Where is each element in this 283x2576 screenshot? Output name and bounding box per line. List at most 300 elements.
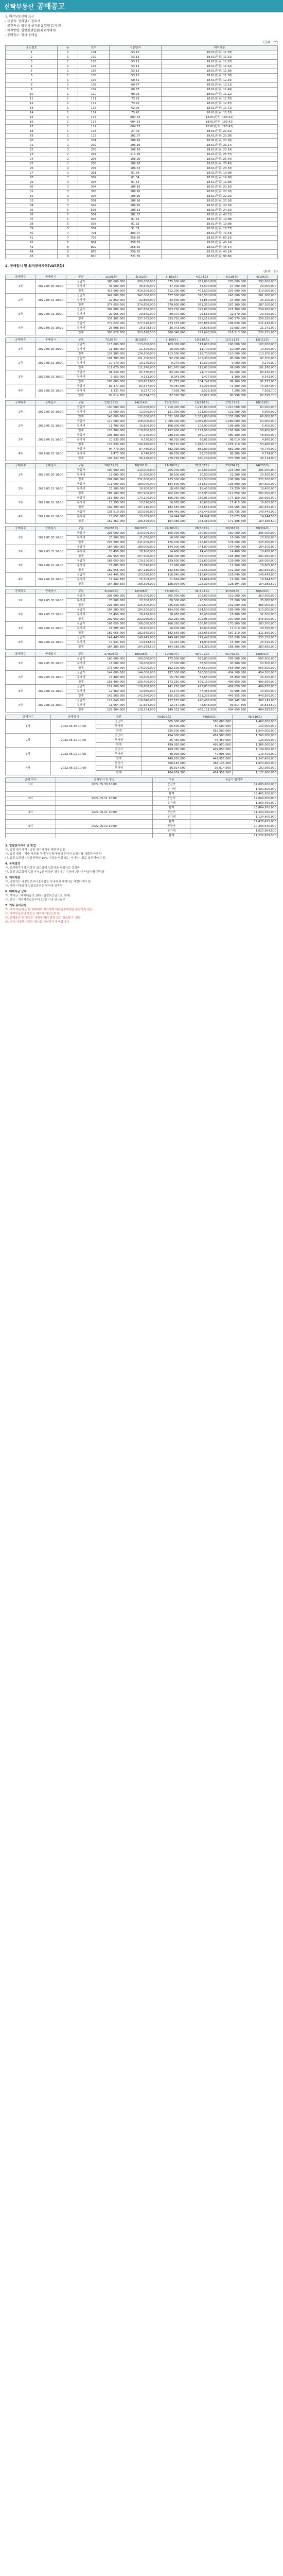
detail-heading: 5. 계약체결 [5, 876, 21, 879]
price-type-cell: 부가세 [66, 410, 96, 415]
price-cell: 8,748,000 [127, 452, 157, 456]
price-cell: 59,400,000 [247, 429, 278, 433]
price-cell: 113,300,000 [247, 352, 278, 357]
price-cell: 24,300,000 [217, 298, 247, 303]
summary-type: 합계 [153, 792, 190, 796]
land-cell: 106.16 [109, 190, 161, 194]
price-cell: 82,595,700 [156, 394, 187, 398]
round-cell: 2차 [6, 671, 36, 685]
land-cell: 18.61(단위: 16.77) [162, 227, 278, 231]
price-cell: 225,500,000 [156, 603, 187, 608]
land-cell: 18.61(단위: 24.33) [162, 166, 278, 171]
price-cell: 300,348,000 [156, 331, 187, 335]
date-cell: 2022.05.31 10:00 [36, 671, 66, 685]
price-cell: 100,683,000 [127, 380, 157, 384]
price-cell: 231,000,000 [127, 478, 157, 482]
price-cell: 380,000,000 [96, 280, 127, 284]
schedule-row [6, 496, 278, 501]
land-row [6, 152, 278, 157]
price-cell: 218,700,000 [217, 308, 247, 312]
price-cell: 184,500,000 [96, 608, 127, 613]
land-cell: 18.61(단위: 22.16) [162, 194, 278, 199]
land-cell: 37 [6, 217, 58, 222]
land-cell: 8 [58, 250, 78, 255]
price-type-cell: 합계 [66, 554, 96, 559]
price-type-cell: 합계 [96, 757, 142, 761]
price-type-cell: 공급가 [66, 671, 96, 675]
schedule-row [6, 748, 278, 752]
price-cell: 45,450,000 [247, 675, 278, 680]
unit-header: 5(105호) [217, 275, 247, 280]
unit-header: 4(104호) [187, 275, 217, 280]
price-type-cell: 부가세 [66, 675, 96, 680]
round-cell: 2차 [6, 482, 36, 496]
land-cell: 90.96 [109, 92, 161, 97]
price-type-cell: 공급가 [66, 343, 96, 347]
price-cell: 26,608,500 [127, 326, 157, 331]
type-header: 구분 [96, 715, 142, 720]
price-cell: 325,215,000 [187, 317, 217, 321]
land-cell: 5 [58, 227, 78, 231]
schedule-row [6, 685, 278, 689]
price-cell: 9,153,000 [127, 375, 157, 380]
price-type-cell: 공급가 [66, 280, 96, 284]
price-type-cell: 부가세 [66, 473, 96, 478]
price-cell: 6,000,000 [247, 410, 278, 415]
price-cell: 449,955,000 [142, 757, 187, 761]
price-cell: 5,400,000 [247, 424, 278, 429]
land-cell: 1 [58, 134, 78, 139]
round-cell: 4차 [6, 761, 51, 775]
price-cell: 12,000,000 [127, 410, 157, 415]
intro-notes [0, 12, 283, 40]
price-cell: 18,900,000 [127, 487, 157, 492]
price-cell: 173,250,000 [156, 680, 187, 685]
price-cell: 374,850,000 [96, 303, 127, 308]
land-cell: 3 [58, 180, 78, 185]
price-cell: 225,500,000 [96, 603, 127, 608]
price-type-cell: 부가세 [66, 703, 96, 708]
price-cell: 182,655,000 [156, 505, 187, 510]
date-cell: 2022.06.01 10:00 [51, 748, 96, 761]
summary-row [6, 783, 278, 787]
land-cell: 1 [58, 69, 78, 74]
price-cell: 157,500,000 [156, 671, 187, 675]
price-cell: 970,299,000 [217, 456, 247, 461]
price-cell: 365,000,000 [187, 280, 217, 284]
round-cell: 3차 [6, 748, 51, 761]
price-cell: 91,773,000 [247, 380, 278, 384]
schedule-row [6, 720, 278, 724]
land-row [6, 129, 278, 134]
land-cell: 306 [78, 194, 109, 199]
price-cell: 225,500,000 [96, 540, 127, 545]
land-cell: 13 [6, 106, 58, 111]
price-cell: 202,950,000 [96, 617, 127, 622]
land-cell: 8 [58, 241, 78, 245]
price-cell: 211,410,000 [247, 321, 278, 326]
summary-round [6, 834, 56, 838]
price-cell: 26,100,000 [247, 298, 278, 303]
land-row [6, 157, 278, 162]
price-cell: 261,000,000 [247, 294, 278, 298]
price-cell: 142,560,000 [96, 694, 127, 699]
land-cell: 801 [78, 241, 109, 245]
land-row [6, 190, 278, 194]
price-cell: 144,000,000 [127, 671, 157, 675]
price-cell: 1,197,900,000 [156, 429, 187, 433]
summary-type: 공급가 [153, 810, 190, 815]
price-cell: 18,450,000 [96, 613, 127, 617]
price-cell: 9,477,000 [187, 375, 217, 380]
round-cell: 3차 [6, 622, 36, 636]
price-cell: 91,530,000 [96, 370, 127, 375]
price-type-cell: 합계 [66, 352, 96, 357]
land-cell: 505 [78, 217, 109, 222]
summary-round [6, 806, 56, 810]
summary-date [56, 829, 152, 834]
schedule-row [6, 594, 278, 599]
price-cell: 104,247,000 [187, 380, 217, 384]
price-cell: 970,299,000 [187, 456, 217, 461]
unit-header: 36(504호) [247, 589, 278, 594]
price-cell: 404,959,500 [217, 708, 247, 713]
price-cell: 10,800,000 [127, 424, 157, 429]
price-cell: 53,460,000 [247, 443, 278, 447]
price-cell: 121,000,000 [187, 410, 217, 415]
unit-header: 23(204호) [217, 464, 247, 468]
land-cell: 106.20 [109, 162, 161, 166]
price-cell: 409,050,000 [142, 748, 187, 752]
round-cell: 3차 [6, 559, 36, 573]
price-type-cell: 공급가 [66, 468, 96, 473]
land-cell: 1 [58, 74, 78, 78]
land-cell: 604.53 [109, 125, 161, 129]
price-type-cell: 공급가 [66, 294, 96, 298]
land-cell: 18.61(단위: 11.53) [162, 64, 278, 69]
price-cell: 32,850,000 [96, 298, 127, 303]
price-cell: 182,655,000 [127, 631, 157, 636]
price-cell: 190,000,000 [96, 468, 127, 473]
price-cell: 14,944,500 [96, 578, 127, 582]
price-cell: 82,377,000 [96, 384, 127, 389]
date-cell: 2022.05.30 10:00 [36, 405, 66, 419]
price-cell: 128,700,000 [96, 429, 127, 433]
land-cell: 18.61(단위: 13.21) [162, 83, 278, 88]
summary-date: 2022.06.01 10:00 [56, 810, 152, 815]
price-cell: 209,000,000 [96, 478, 127, 482]
price-cell: 166,050,000 [187, 622, 217, 626]
price-cell: 170,100,000 [127, 559, 157, 564]
price-cell: 170,100,000 [217, 622, 247, 626]
price-cell: 409,050,000 [217, 685, 247, 689]
schedule-header-row [6, 338, 278, 343]
price-cell: 1,089,000,000 [156, 419, 187, 424]
price-cell: 149,445,000 [187, 510, 217, 515]
unit-header: 22(203호) [187, 464, 217, 468]
round-cell: 2차 [6, 734, 51, 748]
price-cell: 234,900,000 [247, 308, 278, 312]
price-cell: 1,210,000,000 [217, 405, 247, 410]
unit-header: 13(113호) [96, 401, 127, 405]
date-cell: 2022.06.02 10:00 [51, 761, 96, 775]
price-cell: 160,000,000 [156, 531, 187, 536]
summary-type: 합계 [153, 834, 190, 838]
round-header: 공매차수 [6, 652, 36, 657]
schedule-table [5, 526, 278, 587]
land-cell: 106.53 [109, 208, 161, 213]
price-cell: 404,959,500 [247, 708, 278, 713]
summary-round [6, 829, 56, 834]
price-cell: 75,087,000 [156, 384, 187, 389]
price-cell: 454,500,000 [142, 734, 187, 738]
price-cell: 375,000,000 [156, 280, 187, 284]
price-cell: 117,000,000 [96, 419, 127, 424]
land-cell: 258.65 [109, 250, 161, 255]
price-cell: 10,300,000 [247, 347, 278, 352]
price-cell: 184,500,000 [247, 482, 278, 487]
price-cell: 156,735,000 [217, 510, 247, 515]
price-cell: 98,010,000 [217, 438, 247, 443]
land-cell: 81.34 [109, 180, 161, 185]
unit-header: 43(802호) [142, 715, 187, 720]
price-cell: 18,450,000 [187, 487, 217, 492]
price-cell: 205,000,000 [187, 594, 217, 599]
price-cell: 505,000,000 [142, 720, 187, 724]
land-cell: 18 [6, 129, 58, 134]
price-cell: 118,800,000 [127, 429, 157, 433]
price-type-cell: 공급가 [66, 419, 96, 424]
price-cell: 20,500,000 [187, 599, 217, 603]
price-cell: 17,500,000 [156, 662, 187, 666]
price-cell: 90,614,700 [96, 394, 127, 398]
land-row [6, 139, 278, 143]
price-cell: 189,000,000 [127, 482, 157, 487]
price-cell: 149,445,000 [156, 636, 187, 640]
land-row [6, 111, 278, 115]
unit-header: 37(505호) [96, 652, 127, 657]
price-cell: 202,950,000 [247, 554, 278, 559]
price-cell: 14,175,000 [156, 689, 187, 694]
land-cell: 304 [78, 185, 109, 190]
land-cell: 302 [78, 176, 109, 180]
price-cell: 1,078,110,000 [187, 443, 217, 447]
land-header-cell: 동 [58, 46, 78, 50]
price-cell: 85,293,000 [187, 384, 217, 389]
price-cell: 91,773,000 [156, 380, 187, 384]
unit-header: 6(106호) [247, 275, 278, 280]
price-type-cell: 부가세 [66, 501, 96, 505]
summary-row [6, 796, 278, 801]
unit-header: 29(303호) [217, 527, 247, 531]
land-cell: 109 [78, 88, 109, 92]
land-cell: 18.61(단위: 11.12) [162, 92, 278, 97]
round-cell: 1차 [6, 720, 51, 734]
land-cell: 2 [58, 143, 78, 148]
round-cell: 2차 [6, 357, 36, 370]
price-type-cell: 부가세 [66, 438, 96, 443]
price-cell: 168,399,000 [127, 582, 157, 587]
price-cell: 21,000,000 [127, 473, 157, 478]
unit-header: 16(116호) [187, 401, 217, 405]
land-cell: 18.61(단위: 45.14) [162, 241, 278, 245]
unit-header: 27(301호) [156, 527, 187, 531]
price-cell: 32,850,000 [127, 298, 157, 303]
land-cell: 104 [78, 64, 109, 69]
price-cell: 184,500,000 [96, 545, 127, 550]
price-cell: 311,850,000 [247, 631, 278, 636]
price-cell: 149,445,000 [127, 636, 157, 640]
land-cell: 2 [58, 152, 78, 157]
round-cell: 1차 [6, 343, 36, 357]
date-cell: 2022.06.01 10:00 [36, 685, 66, 699]
detail-line: 나. 잔금 : 계약체결일로부터 30일 이내 일시납부 [5, 899, 65, 902]
price-cell: 196,830,000 [217, 321, 247, 326]
land-cell: 6 [6, 74, 58, 78]
price-cell: 82,595,700 [247, 394, 278, 398]
price-cell: 18,450,000 [187, 613, 217, 617]
price-cell: 153,090,000 [127, 573, 157, 578]
summary-round [6, 815, 56, 820]
price-cell: 202,950,000 [187, 492, 217, 496]
price-cell: 140,000,000 [232, 724, 277, 729]
price-cell: 141,750,000 [156, 685, 187, 689]
price-cell: 240,570,000 [217, 317, 247, 321]
land-cell: 181.37 [109, 213, 161, 217]
unit-header: 17(117호) [217, 401, 247, 405]
price-cell: 108,900,000 [217, 424, 247, 429]
price-cell: 16,605,000 [127, 626, 157, 631]
price-cell: 113,000,000 [127, 343, 157, 347]
land-row [6, 176, 278, 180]
unit-header: 42(801호) [247, 652, 278, 657]
land-cell: 258.65 [109, 245, 161, 250]
price-cell: 166,050,000 [156, 622, 187, 626]
round-cell: 4차 [6, 636, 36, 650]
price-cell: 4,860,000 [247, 438, 278, 443]
land-cell: 18.61(단위: 40.21) [162, 213, 278, 217]
price-cell: 52,650,000 [187, 675, 217, 680]
type-header: 구분 [66, 275, 96, 280]
land-cell: 1 [58, 50, 78, 55]
price-type-cell: 합계 [66, 666, 96, 671]
price-cell: 149,445,000 [187, 636, 217, 640]
price-cell: 153,900,000 [96, 496, 127, 501]
price-cell: 297,000,000 [217, 289, 247, 294]
price-cell: 980,100,000 [156, 433, 187, 438]
land-cell: 53.13 [109, 50, 161, 55]
price-type-cell: 부가세 [66, 640, 96, 645]
price-cell: 1,089,000,000 [217, 419, 247, 424]
price-cell: 158,400,000 [156, 554, 187, 559]
price-cell: 416,500,000 [127, 289, 157, 294]
price-cell: 273,375,000 [156, 321, 187, 326]
price-cell: 207,900,000 [127, 492, 157, 496]
price-cell: 258,390,000 [247, 317, 278, 321]
summary-amount: 1,260,450,000 [190, 801, 278, 806]
summary-round [6, 801, 56, 806]
type-header: 구분 [66, 401, 96, 405]
price-cell: 449,955,000 [217, 694, 247, 699]
price-cell: 12,960,000 [187, 564, 217, 568]
price-cell: 1,260,000,000 [232, 734, 277, 738]
land-cell: 3 [58, 176, 78, 180]
price-type-cell: 공급가 [96, 748, 142, 752]
price-cell: 89,100,000 [217, 380, 247, 384]
price-cell: 164,389,500 [96, 645, 127, 650]
land-cell: 202 [78, 143, 109, 148]
price-cell: 158,400,000 [96, 680, 127, 685]
land-cell: 18.61(단위: 19.98) [162, 222, 278, 227]
land-cell: 2 [58, 162, 78, 166]
price-cell: 116,640,000 [187, 573, 217, 578]
unit-header: 25(206호) [96, 527, 127, 531]
schedule-row [6, 419, 278, 424]
price-cell: 166,050,000 [156, 496, 187, 501]
price-type-cell: 공급가 [66, 622, 96, 626]
date-cell: 2022.05.30 10:00 [36, 280, 66, 294]
price-cell: 277,020,000 [96, 321, 127, 326]
round-cell: 2차 [6, 419, 36, 433]
land-row [6, 143, 278, 148]
price-cell: 473,850,000 [187, 685, 217, 689]
schedule-row [6, 343, 278, 347]
price-type-cell: 부가세 [66, 375, 96, 380]
land-row [6, 217, 278, 222]
land-cell: 60.67 [109, 83, 161, 88]
price-cell: 499,950,000 [217, 680, 247, 685]
price-cell: 205,000,000 [247, 468, 278, 473]
price-cell: 11,664,000 [156, 578, 187, 582]
price-type-cell: 공급가 [66, 531, 96, 536]
price-type-cell: 합계 [66, 456, 96, 461]
price-cell: 152,361,000 [96, 519, 127, 524]
price-cell: 205,000,000 [127, 594, 157, 599]
land-cell: 53.13 [109, 60, 161, 64]
land-cell: 18.61(단위: 45.14) [162, 245, 278, 250]
price-cell: 1,386,000,000 [232, 743, 277, 748]
land-cell: 5 [6, 69, 58, 74]
land-cell: 18.61(단위: 25.45) [162, 162, 278, 166]
land-cell: 5 [58, 217, 78, 222]
price-cell: 116,640,000 [156, 573, 187, 578]
land-cell: 18.61(단위: 13.72) [162, 106, 278, 111]
unit-header: 45(810호) [232, 715, 277, 720]
land-cell: 16 [6, 120, 58, 125]
price-type-cell: 합계 [66, 492, 96, 496]
price-cell: 92,700,000 [247, 357, 278, 361]
unit-header: 24(205호) [247, 464, 278, 468]
price-cell: 142,560,000 [217, 568, 247, 573]
land-row [6, 64, 278, 69]
price-cell: 130,000,000 [96, 405, 127, 410]
land-cell: 28 [6, 176, 58, 180]
land-cell: 258.65 [109, 241, 161, 245]
summary-date [56, 820, 152, 824]
land-cell: 604.53 [109, 120, 161, 125]
price-type-cell: 부가세 [66, 487, 96, 492]
land-cell: 102 [78, 55, 109, 60]
price-cell: 149,445,000 [96, 636, 127, 640]
land-cell: 721.55 [109, 255, 161, 259]
detail-line: 나. 계약 미체결시 입찰보증금은 당사에 귀속됨 [5, 885, 63, 888]
summary-date [56, 792, 152, 796]
price-cell: 342,000,000 [127, 294, 157, 298]
price-cell: 116,640,000 [217, 573, 247, 578]
price-cell: 342,000,000 [96, 294, 127, 298]
date-cell: 2022.06.02 10:00 [36, 636, 66, 650]
price-type-cell: 합계 [66, 631, 96, 636]
